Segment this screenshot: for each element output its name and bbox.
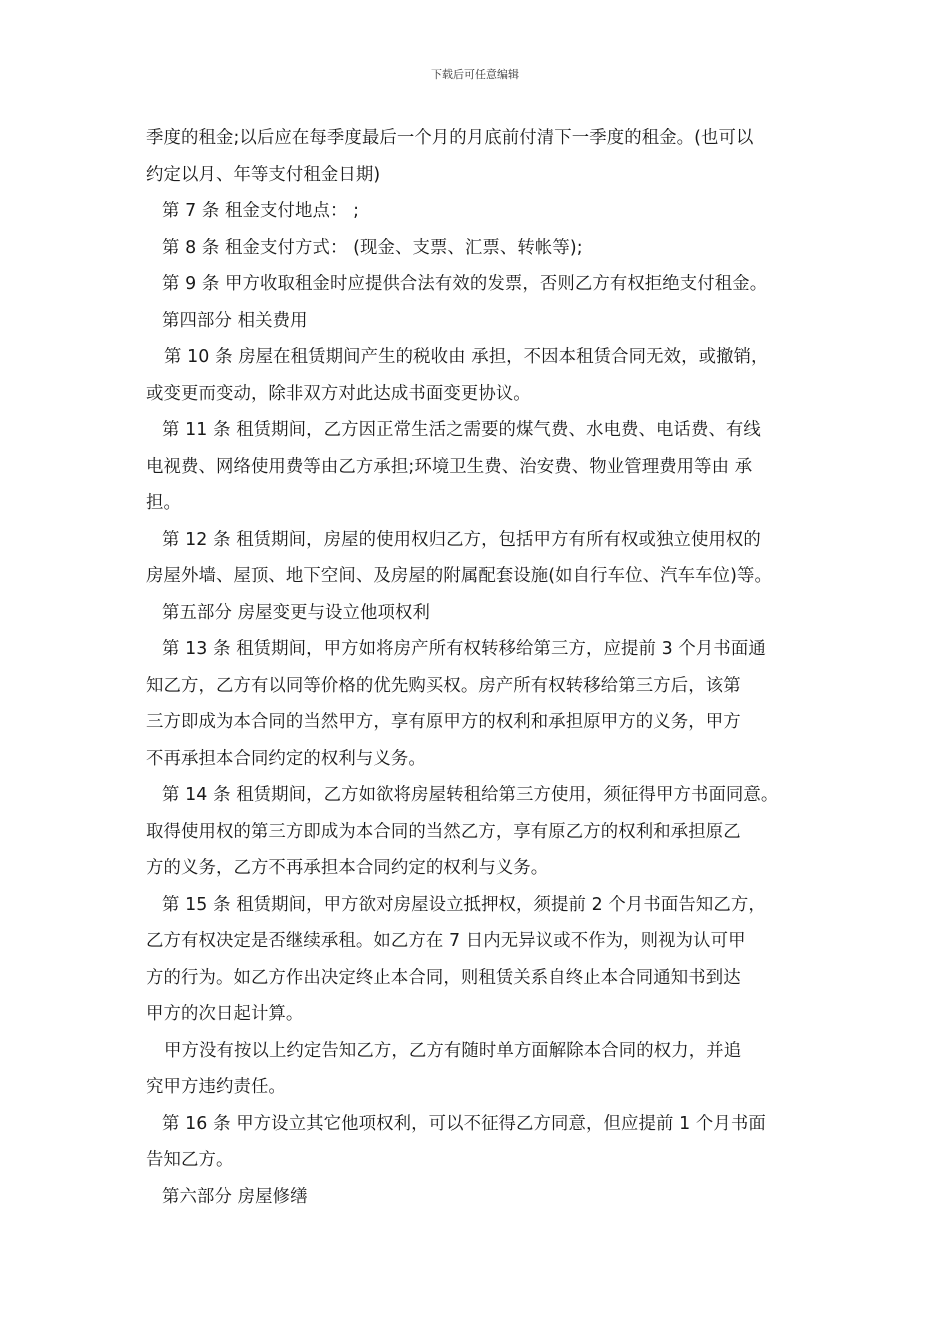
page-header: 下载后可任意编辑 bbox=[431, 68, 519, 81]
text-line: 取得使用权的第三方即成为本合同的当然乙方，享有原乙方的权利和承担原乙 bbox=[146, 821, 741, 842]
text-line: 第四部分 相关费用 bbox=[162, 310, 308, 331]
text-line: 不再承担本合同约定的权利与义务。 bbox=[146, 748, 426, 769]
text-line: 第 12 条 租赁期间，房屋的使用权归乙方，包括甲方有所有权或独立使用权的 bbox=[162, 529, 761, 550]
text-line: 第 7 条 租金支付地点： ; bbox=[162, 201, 360, 221]
text-line: 第 15 条 租赁期间，甲方欲对房屋设立抵押权，须提前 2 个月书面告知乙方， bbox=[162, 894, 766, 915]
text-line: 房屋外墙、屋顶、地下空间、及房屋的附属配套设施(如自行车位、汽车车位)等。 bbox=[146, 566, 772, 586]
text-line: 方的行为。如乙方作出决定终止本合同，则租赁关系自终止本合同通知书到达 bbox=[146, 967, 741, 988]
text-line: 第 8 条 租金支付方式： (现金、支票、汇票、转帐等); bbox=[162, 237, 583, 258]
text-line: 第 16 条 甲方设立其它他项权利，可以不征得乙方同意，但应提前 1 个月书面 bbox=[162, 1113, 766, 1134]
text-line: 究甲方违约责任。 bbox=[146, 1077, 286, 1097]
text-line: 知乙方，乙方有以同等价格的优先购买权。房产所有权转移给第三方后，该第 bbox=[146, 675, 741, 696]
text-line: 约定以月、年等支付租金日期) bbox=[146, 164, 381, 185]
text-line: 甲方没有按以上约定告知乙方，乙方有随时单方面解除本合同的权力，并追 bbox=[164, 1040, 742, 1061]
document-body bbox=[146, 120, 814, 1215]
text-line: 季度的租金;以后应在每季度最后一个月的月底前付清下一季度的租金。(也可以 bbox=[146, 128, 754, 148]
text-line: 或变更而变动，除非双方对此达成书面变更协议。 bbox=[146, 383, 531, 404]
text-line: 乙方有权决定是否继续承租。如乙方在 7 日内无异议或不作为，则视为认可甲 bbox=[146, 931, 746, 951]
text-line: 第 9 条 甲方收取租金时应提供合法有效的发票，否则乙方有权拒绝支付租金。 bbox=[162, 274, 768, 294]
text-line: 第五部分 房屋变更与设立他项权利 bbox=[162, 602, 430, 623]
text-line: 第六部分 房屋修缮 bbox=[162, 1186, 308, 1207]
text-line: 第 11 条 租赁期间，乙方因正常生活之需要的煤气费、水电费、电话费、有线 bbox=[162, 420, 761, 440]
text-line: 第 14 条 租赁期间，乙方如欲将房屋转租给第三方使用，须征得甲方书面同意。 bbox=[162, 785, 779, 805]
text-line: 方的义务，乙方不再承担本合同约定的权利与义务。 bbox=[146, 858, 549, 878]
text-line: 告知乙方。 bbox=[146, 1150, 234, 1170]
text-line: 电视费、网络使用费等由乙方承担;环境卫生费、治安费、物业管理费用等由 承 bbox=[146, 456, 753, 477]
text-line: 第 13 条 租赁期间，甲方如将房产所有权转移给第三方，应提前 3 个月书面通 bbox=[162, 639, 766, 659]
text-line: 担。 bbox=[146, 493, 181, 513]
text-line: 甲方的次日起计算。 bbox=[146, 1004, 304, 1024]
text-line: 三方即成为本合同的当然甲方，享有原甲方的权利和承担原甲方的义务，甲方 bbox=[146, 712, 741, 732]
text-line: 第 10 条 房屋在租赁期间产生的税收由 承担，不因本租赁合同无效，或撤销， bbox=[164, 347, 769, 367]
